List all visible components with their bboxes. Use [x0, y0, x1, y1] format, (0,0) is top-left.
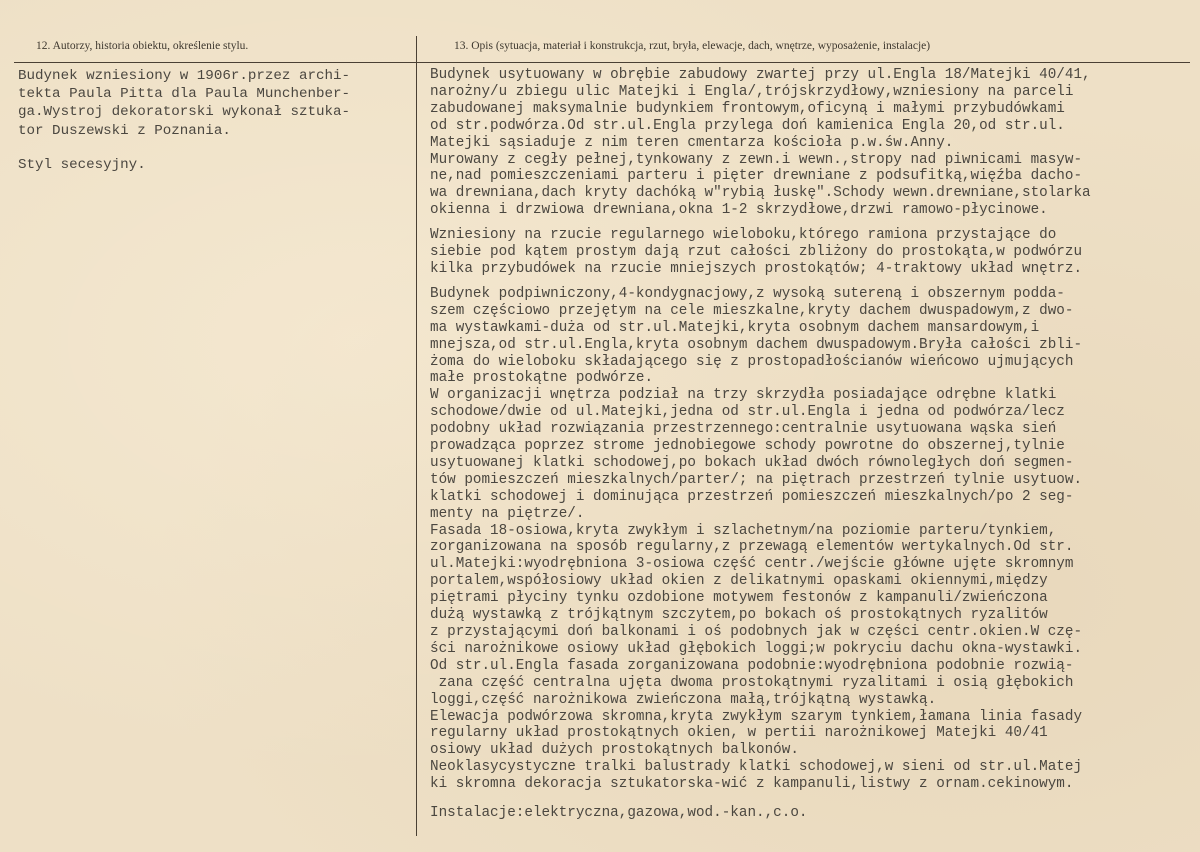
column-divider [416, 36, 417, 836]
description-line: Murowany z cegły pełnej,tynkowany z zewn.i wewn.,stropy nad piwnicami masyw- [430, 151, 1083, 168]
description-line: Fasada 18-osiowa,kryta zwykłym i szlachetnym/na poziomie parteru/tynkiem, [430, 522, 1057, 539]
authors-line: tekta Paula Pitta dla Paula Munchenber- [18, 86, 351, 103]
description-line: Matejki sąsiaduje z nim teren cmentarza kościoła p.w.św.Anny. [430, 134, 954, 151]
description-line: szem częściowo przejętym na cele mieszkalne,kryty dachem dwuspadowym,z dwo- [430, 302, 1074, 319]
description-line: usytuowanej klatki schodowej,po bokach układ dwóch równoległych doń segmen- [430, 454, 1074, 471]
description-line: menty na piętrze/. [430, 505, 585, 522]
description-line: siebie pod kątem prostym dają rzut całości zbliżony do prostokąta,w podwórzu [430, 244, 1083, 261]
description-line: zabudowanej maksymalnie budynkiem frontowym,oficyną i małymi przybudówkami [430, 100, 1065, 117]
description-line: osiowy układ dużych prostokątnych balkonów. [430, 742, 799, 759]
description-line: mnejsza,od str.ul.Engla,kryta osobnym dachem dwuspadowym.Bryła całości zbli- [430, 336, 1083, 353]
right-column-header: 13. Opis (sytuacja, materiał i konstrukcja, rzut, bryła, elewacje, dach, wnętrze, wyposażenie, instalacje) [454, 40, 931, 52]
description-line: dużą wystawką z trójkątnym szczytem,po bokach oś prostokątnych ryzalitów [430, 607, 1048, 624]
description-line: tów pomieszczeń mieszkalnych/parter/; na piętrach przestrzeń tylnie usytuow. [430, 471, 1083, 488]
authors-line: ga.Wystroj dekoratorski wykonał sztuka- [18, 104, 351, 121]
description-line: ki skromna dekoracja sztukatorska-wić z kampanuli,listwy z ornam.cekinowym. [430, 776, 1074, 793]
description-line: ści narożnikowe osiowy układ głębokich loggi;w pokryciu dachu okna-wystawki. [430, 640, 1083, 657]
description-line: portalem,współosiowy układ okien z delikatnymi opaskami okiennymi,między [430, 573, 1048, 590]
description-line: Wzniesiony na rzucie regularnego wieloboku,którego ramiona przystające do [430, 227, 1057, 244]
description-line: Elewacja podwórzowa skromna,kryta zwykłym szarym tynkiem,łamana linia fasady [430, 708, 1083, 725]
description-line: schodowe/dwie od ul.Matejki,jedna od str.ul.Engla i jedna od podwórza/lecz [430, 404, 1065, 421]
description-line: narożny/u zbiegu ulic Matejki i Engla/,trójskrzydłowy,wzniesiony na parceli [430, 83, 1074, 100]
header-rule [14, 62, 1190, 63]
description-line: W organizacji wnętrza podział na trzy skrzydła posiadające odrębne klatki [430, 387, 1057, 404]
description-line: piętrami płyciny tynku ozdobione motywem festonów z kampanuli/zwieńczona [430, 590, 1048, 607]
description-line: regularny układ prostokątnych okien, w pertii narożnikowej Matejki 40/41 [430, 725, 1048, 742]
description-line: ul.Matejki:wyodrębniona 3-osiowa część centr./wejście główne ujęte skromnym [430, 556, 1074, 573]
description-line: z przystającymi doń balkonami i oś podobnych jak w części centr.okien.W czę- [430, 624, 1083, 640]
description-line: podobny układ rozwiązania przestrzennego:centralnie usytuowana wąska sień [430, 421, 1057, 438]
description-line: klatki schodowej i dominująca przestrzeń pomieszczeń mieszkalnych/po 2 seg- [430, 488, 1074, 505]
description-line: kilka przybudówek na rzucie mniejszych prostokątów; 4-traktowy układ wnętrz. [430, 260, 1083, 277]
description-line: małe prostokątne podwórze. [430, 370, 654, 387]
description-line: prowadząca poprzez strome jednobiegowe schody powrotne do obszernej,tylnie [430, 438, 1065, 455]
description-line: ne,nad pomieszczeniami parteru i pięter drewniane z podsufitką,więźba dacho- [430, 168, 1083, 185]
description-line: zana część centralna ujęta dwoma prostokątnymi ryzalitami i osią głębokich [430, 674, 1074, 691]
description-line: zorganizowana na sposób regularny,z przewagą elementów wertykalnych.Od str. [430, 539, 1074, 556]
installations-line: Instalacje:elektryczna,gazowa,wod.-kan.,c.o. [430, 805, 808, 822]
description-line: Od str.ul.Engla fasada zorganizowana podobnie:wyodrębniona podobnie rozwią- [430, 657, 1074, 674]
description-line: żoma do wieloboku składającego się z prostopadłościanów wieńcowo ujmujących [430, 353, 1074, 370]
description-line: Budynek usytuowany w obrębie zabudowy zwartej przy ul.Engla 18/Matejki 40/41, [430, 67, 1091, 83]
style-line: Styl secesyjny. [18, 156, 146, 173]
description-section [430, 67, 1194, 822]
description-line: loggi,część narożnikowa zwieńczona małą,trójkątną wystawką. [430, 691, 937, 708]
authors-line: tor Duszewski z Poznania. [18, 122, 231, 139]
description-line: okienna i drzwiowa drewniana,okna 1-2 skrzydłowe,drzwi ramowo-płycinowe. [430, 202, 1048, 219]
description-line: od str.podwórza.Od str.ul.Engla przylega doń kamienica Engla 20,od str.ul. [430, 117, 1065, 134]
left-column-header: 12. Autorzy, historia obiektu, określenie stylu. [36, 40, 249, 52]
authors-history-section [18, 67, 413, 174]
description-line: Neoklasycystyczne tralki balustrady klatki schodowej,w sieni od str.ul.Matej [430, 759, 1083, 776]
description-line: ma wystawkami-duża od str.ul.Matejki,kryta osobnym dachem mansardowym,i [430, 319, 1040, 336]
description-line: wa drewniana,dach kryty dachóką w"rybią łuskę".Schody wewn.drewniane,stolarka [430, 185, 1091, 202]
authors-line: Budynek wzniesiony w 1906r.przez archi- [18, 68, 351, 84]
description-line: Budynek podpiwniczony,4-kondygnacjowy,z wysoką sutereną i obszernym podda- [430, 285, 1065, 302]
